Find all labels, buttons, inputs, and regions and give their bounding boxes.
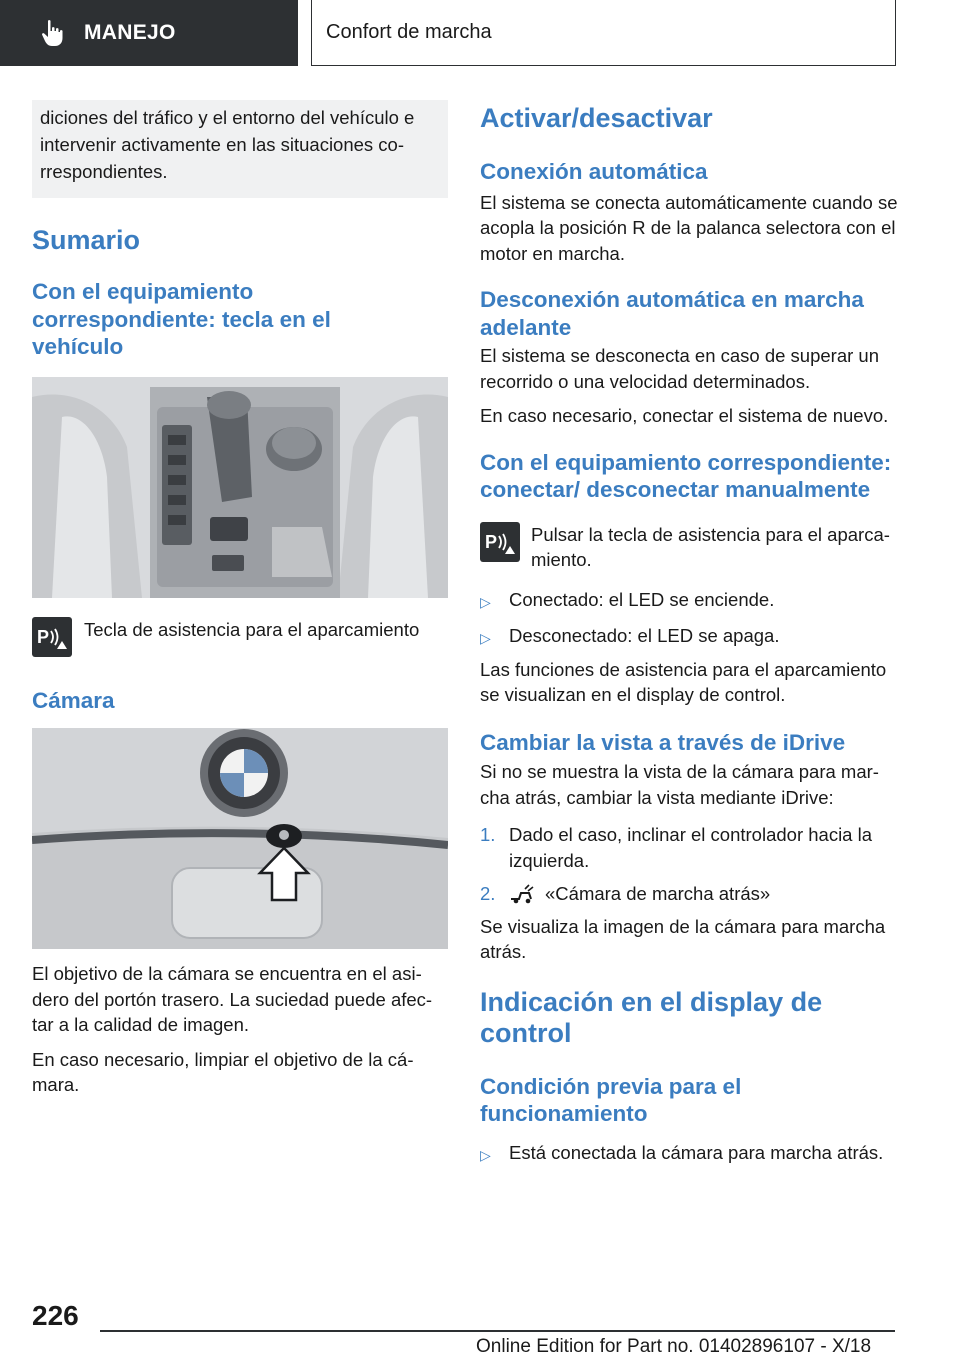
camera-illustration: [32, 728, 448, 949]
console-photo: [32, 377, 448, 598]
manual-paragraph: Pulsar la tecla de asistencia para el aparca-miento.: [531, 523, 890, 570]
manual-heading: Con el equipamiento correspondiente: conectar/ desconectar manualmente: [480, 449, 892, 502]
desconexion-paragraph-2: En caso necesario, conectar el sistema de nuevo.: [480, 405, 889, 426]
manual-key-row: [480, 522, 900, 573]
chapter-tab: [311, 0, 896, 66]
page-number: 226: [32, 1300, 79, 1331]
parking-assist-key-icon: [480, 522, 520, 562]
console-illustration: [32, 377, 448, 598]
hand-pointer-icon: [40, 19, 66, 47]
rear-camera-icon: [509, 883, 535, 905]
bullet-text: Desconectado: el LED se apaga.: [509, 625, 780, 646]
svg-text:P: P: [37, 626, 50, 647]
edition-text: Online Edition for Part no. 01402896107 - X/18: [476, 1336, 872, 1357]
list-item: [480, 1140, 900, 1169]
equip-heading: Con el equipamiento correspondiente: tecla en el vehículo: [32, 279, 331, 359]
step-number: 2.: [480, 883, 496, 904]
bullet-text: Está conectada la cámara para marcha atrás.: [509, 1141, 884, 1163]
steps-list: [480, 822, 900, 907]
step-number: 1.: [480, 824, 496, 845]
camara-paragraph-1: El objetivo de la cámara se encuentra en el asi-dero del portón trasero. La suciedad puede afec-tar a la calidad de imagen.: [32, 963, 433, 1035]
conexion-paragraph: El sistema se conecta automáticamente cuando se acopla la posición R de la palanca selectora con el motor en marcha.: [480, 191, 898, 264]
triangle-bullet-icon: ▷: [480, 1146, 491, 1163]
page-header: [0, 0, 960, 66]
list-item: [480, 822, 900, 873]
activar-heading: Activar/desactivar: [480, 103, 713, 133]
visualiza-paragraph: Se visualiza la imagen de la cámara para marcha atrás.: [480, 915, 886, 962]
note-box: [32, 100, 448, 198]
sumario-heading: Sumario: [32, 225, 141, 255]
right-column: [480, 100, 900, 1168]
desconexion-paragraph-1: El sistema se desconecta en caso de superar un recorrido o una velocidad determinados.: [480, 345, 880, 392]
parking-assist-key-icon: [32, 617, 72, 657]
indicacion-heading: Indicación en el display de control: [480, 986, 823, 1048]
camara-heading: Cámara: [32, 687, 115, 713]
list-item: [480, 623, 900, 652]
conexion-heading: Conexión automática: [480, 159, 708, 184]
triangle-bullet-icon: ▷: [480, 630, 491, 646]
key-caption: Tecla de asistencia para el aparcamiento: [84, 618, 420, 640]
chapter-label: Confort de marcha: [326, 21, 492, 43]
left-column: [32, 100, 448, 1098]
footer-divider: [100, 1330, 895, 1332]
step-text: «Cámara de marcha atrás»: [545, 883, 771, 904]
list-item: [480, 587, 900, 616]
note-text: diciones del tráfico y el entorno del vehículo e intervenir activamente en las situaciones co-rrespondientes.: [40, 107, 415, 182]
condicion-heading: Condición previa para el funcionamiento: [480, 1073, 742, 1126]
list-item: [480, 881, 900, 907]
step-text: Dado el caso, inclinar el controlador hacia la izquierda.: [509, 824, 873, 871]
desconexion-heading: Desconexión automática en marcha adelante: [480, 287, 864, 340]
cambiar-heading: Cambiar la vista a través de iDrive: [480, 729, 846, 755]
section-tab: [0, 0, 298, 66]
led-bullet-list: [480, 587, 900, 652]
camara-paragraph-2: En caso necesario, limpiar el objetivo de la cá-mara.: [32, 1048, 414, 1095]
section-label: MANEJO: [84, 21, 176, 44]
camera-photo: [32, 728, 448, 949]
key-caption-row: [32, 617, 448, 657]
svg-text:P: P: [485, 531, 498, 552]
triangle-bullet-icon: ▷: [480, 593, 491, 610]
funciones-paragraph: Las funciones de asistencia para el aparcamiento se visualizan en el display de control.: [480, 658, 887, 705]
cambiar-paragraph: Si no se muestra la vista de la cámara para mar-cha atrás, cambiar la vista mediante iDrive:: [480, 761, 879, 808]
bullet-text: Conectado: el LED se enciende.: [509, 588, 775, 610]
